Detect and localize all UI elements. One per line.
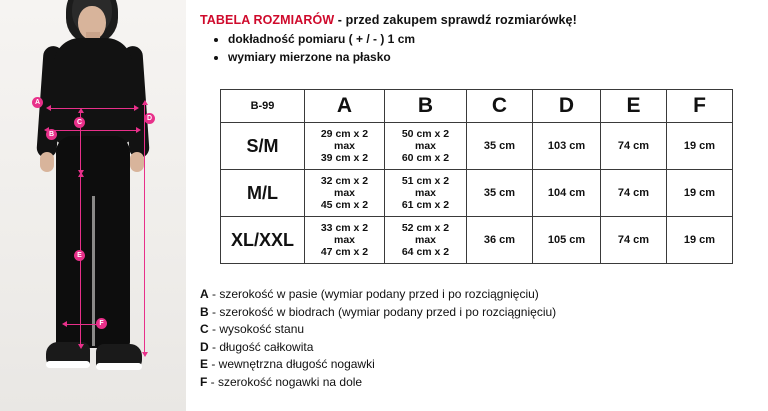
page-title — [200, 13, 577, 27]
measure-line-b — [48, 130, 138, 131]
table-header-f: F — [667, 90, 733, 123]
measure-line-d — [144, 104, 145, 354]
legend-row — [200, 374, 760, 392]
cell-a: 32 cm x 2 max 45 cm x 2 — [305, 170, 385, 217]
legend-row — [200, 304, 760, 322]
legend-row — [200, 286, 760, 304]
cell-size: S/M — [221, 123, 305, 170]
legend-text: - szerokość w pasie (wymiar podany przed i po rozciągnięciu) — [208, 287, 539, 301]
table-row — [221, 217, 733, 264]
cell-f: 19 cm — [667, 123, 733, 170]
table-header-row — [221, 90, 733, 123]
legend-text: - wysokość stanu — [208, 322, 305, 336]
marker-c: C — [74, 117, 85, 128]
table-header-a: A — [305, 90, 385, 123]
measure-line-a — [50, 108, 136, 109]
measure-arrow-e-top — [78, 172, 84, 177]
cell-b: 52 cm x 2 max 64 cm x 2 — [385, 217, 467, 264]
marker-b: B — [46, 129, 57, 140]
measure-arrow-d-bottom — [142, 352, 148, 357]
measure-line-e — [80, 176, 81, 346]
cell-size: XL/XXL — [221, 217, 305, 264]
measure-line-f — [66, 324, 100, 325]
measure-arrow-b-right — [136, 127, 141, 133]
legend-text: - szerokość nogawki na dole — [207, 374, 363, 389]
page-title-rest: - przed zakupem sprawdź rozmiarówkę! — [334, 13, 577, 27]
legend-row — [200, 356, 760, 374]
measure-arrow-a-left — [46, 105, 51, 111]
model-right-hand — [130, 152, 144, 172]
cell-size: M/L — [221, 170, 305, 217]
cell-e: 74 cm — [601, 217, 667, 264]
cell-f: 19 cm — [667, 170, 733, 217]
product-photo — [0, 0, 186, 411]
cell-e: 74 cm — [601, 123, 667, 170]
list-item: • wymiary mierzone na płasko — [228, 48, 415, 66]
cell-c: 35 cm — [467, 170, 533, 217]
legend-key: F — [200, 374, 208, 389]
measure-arrow-e-bottom — [78, 344, 84, 349]
model-left-hand — [40, 152, 54, 172]
cell-d: 104 cm — [533, 170, 601, 217]
model-top-garment — [54, 38, 132, 144]
legend-row — [200, 321, 760, 339]
table-row — [221, 170, 733, 217]
cell-a: 29 cm x 2 max 39 cm x 2 — [305, 123, 385, 170]
page-title-highlight: TABELA ROZMIARÓW — [200, 13, 335, 27]
cell-c: 35 cm — [467, 123, 533, 170]
marker-e: E — [74, 250, 85, 261]
cell-f: 19 cm — [667, 217, 733, 264]
measure-arrow-f-left — [62, 321, 67, 327]
measure-arrow-d-top — [142, 100, 148, 105]
legend-key: C — [200, 322, 209, 336]
table-header-b: B — [385, 90, 467, 123]
size-guide-content — [186, 0, 768, 411]
cell-d: 103 cm — [533, 123, 601, 170]
cell-a: 33 cm x 2 max 47 cm x 2 — [305, 217, 385, 264]
list-item: • dokładność pomiaru ( + / - ) 1 cm — [228, 30, 415, 48]
size-table — [220, 89, 733, 264]
legend-row — [200, 339, 760, 357]
cell-b: 50 cm x 2 max 60 cm x 2 — [385, 123, 467, 170]
notes-list — [214, 30, 415, 66]
table-header-code: B-99 — [221, 90, 305, 123]
legend-text: - szerokość w biodrach (wymiar podany przed i po rozciągnięciu) — [208, 304, 557, 319]
cell-d: 105 cm — [533, 217, 601, 264]
measure-arrow-a-right — [134, 105, 139, 111]
cell-c: 36 cm — [467, 217, 533, 264]
legend-key: B — [200, 304, 209, 319]
marker-a: A — [32, 97, 43, 108]
measure-arrow-c-top — [78, 108, 84, 113]
cell-e: 74 cm — [601, 170, 667, 217]
left-shoe-sole — [46, 361, 90, 368]
legend-text: - długość całkowita — [208, 339, 314, 354]
legend-text: - wewnętrzna długość nogawki — [208, 357, 375, 371]
marker-f: F — [96, 318, 107, 329]
table-header-d: D — [533, 90, 601, 123]
table-header-c: C — [467, 90, 533, 123]
cell-b: 51 cm x 2 max 61 cm x 2 — [385, 170, 467, 217]
right-shoe-sole — [96, 363, 142, 370]
table-row — [221, 123, 733, 170]
marker-d: D — [144, 113, 155, 124]
legend-key: D — [200, 339, 209, 354]
legend-key: E — [200, 357, 209, 371]
legend-key: A — [200, 287, 209, 301]
table-header-e: E — [601, 90, 667, 123]
legend — [200, 286, 760, 391]
